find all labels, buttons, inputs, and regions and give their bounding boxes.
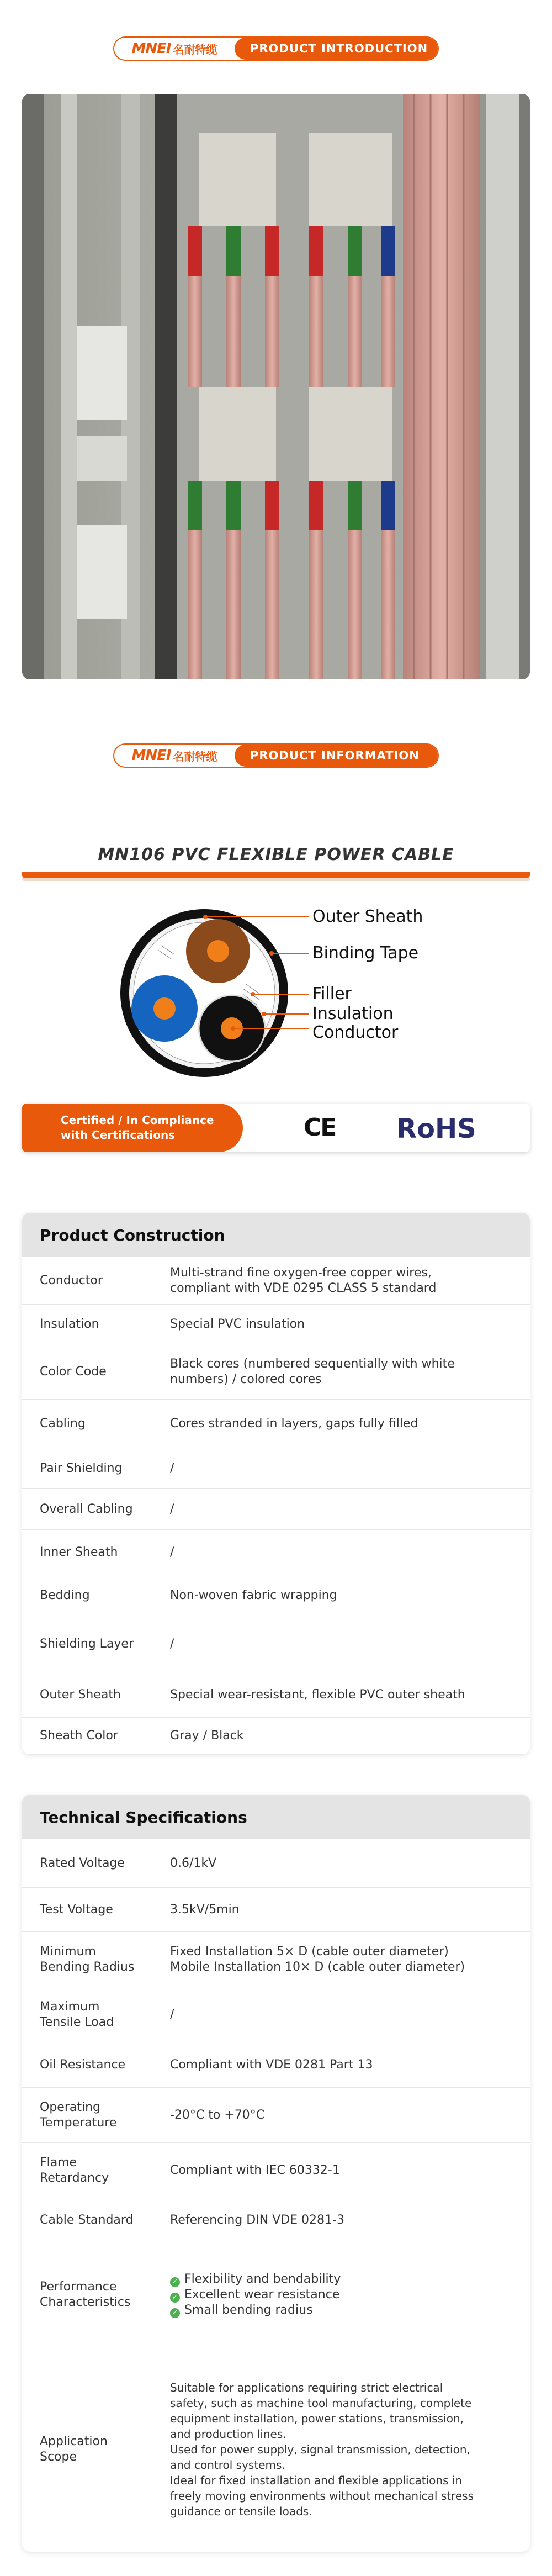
construction-value-line: / — [170, 1502, 174, 1516]
rohs-mark: RoHS — [396, 1113, 476, 1144]
spec-value — [153, 2347, 530, 2552]
table-heading: Technical Specifications — [22, 1795, 530, 1839]
construction-value-line: compliant with VDE 0295 CLASS 5 standard — [170, 1281, 437, 1295]
construction-value-line: Gray / Black — [170, 1729, 244, 1743]
construction-value — [153, 1530, 530, 1575]
spec-key-line: Tensile Load — [40, 2015, 114, 2029]
table-row — [22, 1839, 530, 1888]
table-row — [22, 1575, 530, 1616]
certifications-label — [22, 1104, 243, 1152]
spec-key-line: Flame — [40, 2155, 77, 2169]
construction-value-line: Special wear-resistant, flexible PVC outer sheath — [170, 1687, 465, 1702]
table-row — [22, 1616, 530, 1672]
performance-item — [170, 2287, 341, 2303]
banner-label: PRODUCT INTRODUCTION — [235, 38, 438, 60]
construction-key: Pair Shielding — [22, 1448, 153, 1488]
logo-cn: 名耐特缆 — [173, 749, 217, 763]
performance-item-text: Small bending radius — [184, 2303, 313, 2317]
construction-value — [153, 1344, 530, 1399]
construction-key: Sheath Color — [22, 1718, 153, 1754]
cabinet-illustration — [22, 94, 530, 679]
table-row — [22, 2088, 530, 2143]
construction-key: Bedding — [22, 1575, 153, 1616]
spec-key-line: Bending Radius — [40, 1960, 135, 1974]
table-row — [22, 2042, 530, 2088]
brand-logo — [114, 38, 235, 60]
spec-key — [22, 2242, 153, 2347]
spec-key-line: Application — [40, 2435, 108, 2448]
construction-value — [153, 1257, 530, 1304]
construction-key: Outer Sheath — [22, 1672, 153, 1717]
label-outer-sheath: Outer Sheath — [312, 907, 423, 926]
construction-key: Conductor — [22, 1257, 153, 1304]
logo-mark: MNEI — [131, 747, 171, 764]
construction-value-line: numbers) / colored cores — [170, 1372, 322, 1386]
product-construction-table — [22, 1213, 530, 1754]
table-row — [22, 1344, 530, 1400]
spec-key-line: Temperature — [40, 2115, 117, 2130]
spec-value-line: Mobile Installation 10× D (cable outer diameter) — [170, 1960, 465, 1974]
application-line: guidance or tensile loads. — [170, 2505, 312, 2518]
ce-mark: CE — [304, 1113, 336, 1142]
spec-key-line: Operating — [40, 2100, 100, 2114]
table-row — [22, 1448, 530, 1489]
spec-value: -20°C to +70°C — [170, 2108, 265, 2122]
certifications-panel — [22, 1104, 530, 1152]
spec-key-line: Characteristics — [40, 2295, 131, 2309]
label-insulation: Insulation — [312, 1004, 394, 1023]
spec-value: Compliant with IEC 60332-1 — [170, 2163, 340, 2177]
table-row — [22, 2347, 530, 2552]
construction-value — [153, 1305, 530, 1344]
construction-value-line: / — [170, 1461, 174, 1475]
construction-value — [153, 1718, 530, 1754]
construction-key: Insulation — [22, 1305, 153, 1344]
application-line: Ideal for fixed installation and flexible applications in — [170, 2474, 463, 2487]
table-row — [22, 1718, 530, 1754]
logo-mark: MNEI — [131, 40, 171, 57]
table-row — [22, 1305, 530, 1344]
construction-value-line: / — [170, 1637, 174, 1651]
application-line: and control systems. — [170, 2458, 285, 2472]
construction-key: Cabling — [22, 1400, 153, 1448]
construction-value — [153, 1489, 530, 1529]
check-icon: ✓ — [170, 2277, 180, 2287]
label-binding-tape: Binding Tape — [312, 943, 419, 963]
cert-label-line2: with Certifications — [61, 1128, 176, 1142]
performance-item-text: Flexibility and bendability — [184, 2272, 341, 2286]
application-line: Suitable for applications requiring strict electrical — [170, 2381, 443, 2394]
spec-key — [22, 2143, 153, 2198]
construction-value-line: Cores stranded in layers, gaps fully filled — [170, 1416, 418, 1430]
construction-key: Overall Cabling — [22, 1489, 153, 1529]
spec-key — [22, 2088, 153, 2142]
table-heading: Product Construction — [22, 1213, 530, 1257]
application-line: freely moving environments without mechanical stress — [170, 2489, 474, 2503]
construction-key: Inner Sheath — [22, 1530, 153, 1575]
application-line: and production lines. — [170, 2427, 286, 2441]
application-line: equipment installation, power stations, transmission, — [170, 2412, 464, 2425]
construction-rows — [22, 1257, 530, 1754]
table-row — [22, 1888, 530, 1932]
construction-value-line: Multi-strand fine oxygen-free copper wires, — [170, 1265, 432, 1280]
spec-value: 0.6/1kV — [170, 1856, 217, 1870]
brand-logo — [114, 745, 235, 767]
construction-key: Shielding Layer — [22, 1616, 153, 1672]
spec-value — [153, 1932, 530, 1987]
construction-value — [153, 1672, 530, 1717]
spec-key-line: Retardancy — [40, 2171, 109, 2185]
performance-item — [170, 2272, 341, 2287]
spec-value-line: Fixed Installation 5× D (cable outer diameter) — [170, 1944, 449, 1959]
table-row — [22, 1932, 530, 1987]
spec-value: Referencing DIN VDE 0281-3 — [170, 2213, 344, 2227]
spec-value — [153, 2242, 530, 2347]
construction-value — [153, 1448, 530, 1488]
cabinet-photo — [22, 94, 530, 679]
table-row — [22, 1489, 530, 1530]
technical-specifications-table — [22, 1795, 530, 2552]
spec-key-line: Scope — [40, 2450, 77, 2464]
title-underline — [22, 872, 530, 878]
spec-key — [22, 1987, 153, 2042]
check-icon: ✓ — [170, 2308, 180, 2318]
application-line: Used for power supply, signal transmission, detection, — [170, 2443, 470, 2456]
check-icon: ✓ — [170, 2293, 180, 2303]
label-filler: Filler — [312, 984, 352, 1004]
product-information-banner — [113, 743, 439, 768]
cable-title: MN106 PVC FLEXIBLE POWER CABLE — [98, 845, 454, 864]
spec-value: Compliant with VDE 0281 Part 13 — [170, 2057, 373, 2072]
application-line: safety, such as machine tool manufacturing, complete — [170, 2396, 472, 2410]
construction-value — [153, 1400, 530, 1448]
construction-value-line: / — [170, 1545, 174, 1559]
spec-key: Cable Standard — [22, 2198, 153, 2242]
construction-value-line: Special PVC insulation — [170, 1317, 305, 1331]
construction-key: Color Code — [22, 1344, 153, 1399]
spec-key-line: Minimum — [40, 1944, 96, 1959]
spec-key: Rated Voltage — [22, 1839, 153, 1887]
banner-label: PRODUCT INFORMATION — [235, 745, 438, 767]
product-introduction-banner — [113, 36, 439, 61]
label-conductor: Conductor — [312, 1023, 399, 1042]
table-row — [22, 2143, 530, 2198]
spec-key-line: Maximum — [40, 1999, 100, 2014]
table-row — [22, 1672, 530, 1718]
construction-value — [153, 1616, 530, 1672]
table-row — [22, 2242, 530, 2347]
brown-core-conductor — [207, 940, 229, 962]
table-row — [22, 1400, 530, 1448]
spec-key — [22, 2347, 153, 2552]
construction-value-line: Non-woven fabric wrapping — [170, 1588, 337, 1602]
performance-item-text: Excellent wear resistance — [184, 2287, 340, 2301]
table-row — [22, 1530, 530, 1575]
title-underline-shadow — [22, 878, 530, 881]
performance-item — [170, 2303, 341, 2318]
construction-value-line: Black cores (numbered sequentially with white — [170, 1356, 455, 1371]
construction-value — [153, 1575, 530, 1616]
spec-value: / — [170, 2007, 174, 2021]
logo-cn: 名耐特缆 — [173, 43, 217, 56]
table-row — [22, 2198, 530, 2242]
application-text — [170, 2380, 474, 2519]
blue-core-conductor — [153, 997, 176, 1020]
cable-cross-section — [110, 906, 309, 1083]
spec-value: 3.5kV/5min — [170, 1902, 240, 1917]
table-row — [22, 1257, 530, 1305]
spec-key: Test Voltage — [22, 1888, 153, 1931]
table-row — [22, 1987, 530, 2042]
spec-key — [22, 1932, 153, 1987]
spec-key: Oil Resistance — [22, 2042, 153, 2087]
cert-label-line1: Certified / In Compliance — [61, 1113, 214, 1127]
spec-key-line: Performance — [40, 2279, 117, 2294]
